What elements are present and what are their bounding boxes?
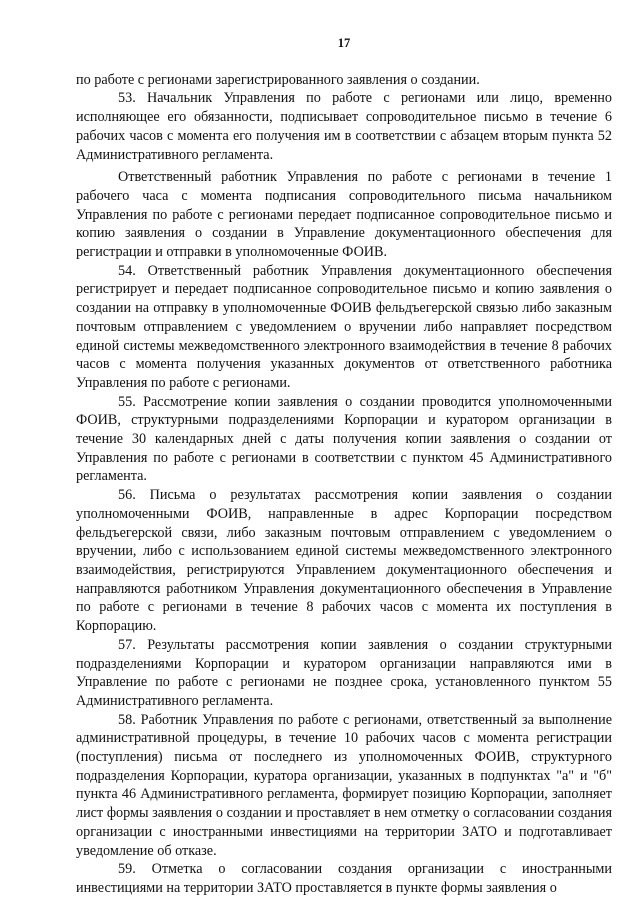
paragraph-53-second: Ответственный работник Управления по работе с регионами в течение 1 рабочего часа с момента подписания сопроводительного письма начальником Управления по работе с регионами передает подписанное сопроводительное письмо и копию заявления о создании в Управление документационного обеспечения для регистрации и отправки в уполномоченные ФОИВ.: [76, 169, 612, 261]
paragraph-55: 55. Рассмотрение копии заявления о создании проводится уполномоченными ФОИВ, структурными подразделениями Корпорации и куратором организации в течение 30 календарных дней с даты получения копии заявления о создании от Управления по работе с регионами в соответствии с пунктом 45 Административного регламента.: [76, 393, 612, 485]
document-page: [76, 34, 612, 898]
paragraph-57: 57. Результаты рассмотрения копии заявления о создании структурными подразделениями Корпорации и куратором организации направляются ими в Управление по работе с регионами не позднее срока, установленного пунктом 55 Административного регламента.: [76, 636, 612, 709]
paragraph-53: 53. Начальник Управления по работе с регионами или лицо, временно исполняющее его обязанности, подписывает сопроводительное письмо в течение 6 рабочих часов с момента его получения им в соответствии с абзацем вторым пункта 52 Административного регламента.: [76, 90, 612, 163]
page-number: 17: [337, 36, 351, 50]
paragraph-continuation: по работе с регионами зарегистрированного заявления о создании.: [76, 71, 480, 88]
paragraph-59: 59. Отметка о согласовании создания организации с иностранными инвестициями на территории ЗАТО проставляется в пункте формы заявления о: [76, 861, 612, 896]
paragraph-54: 54. Ответственный работник Управления документационного обеспечения регистрирует и передает подписанное сопроводительное письмо и копию заявления о создании на отправку в уполномоченные ФОИВ фельдъегерской связью либо заказным почтовым отправлением с уведомлением о вручении либо направляет посредством единой системы межведомственного электронного взаимодействия в течение 8 рабочих часов с момента получения указанных документов от ответственного работника Управления по работе с регионами.: [76, 262, 612, 391]
paragraph-58: 58. Работник Управления по работе с регионами, ответственный за выполнение административной процедуры, в течение 10 рабочих часов с момента регистрации (поступления) письма от последнего из уполномоченных ФОИВ, структурного подразделения Корпорации, куратора организации, указанных в подпунктах "а" и "б" пункта 46 Административного регламента, формирует позицию Корпорации, заполняет лист формы заявления о создании и проставляет в нем отметку о согласовании создания организации с иностранными инвестициями на территории ЗАТО и подготавливает уведомление об отказе.: [76, 711, 612, 859]
paragraph-56: 56. Письма о результатах рассмотрения копии заявления о создании уполномоченными ФОИВ, направленные в адрес Корпорации посредством фельдъегерской связи, либо заказным почтовым отправлением с уведомлением о вручении, либо с использованием единой системы межведомственного электронного взаимодействия, регистрируются Управлением документационного обеспечения и направляются работником Управления документационного обеспечения в Управление по работе с регионами в течение 8 рабочих часов с момента их поступления в Корпорацию.: [76, 487, 612, 635]
